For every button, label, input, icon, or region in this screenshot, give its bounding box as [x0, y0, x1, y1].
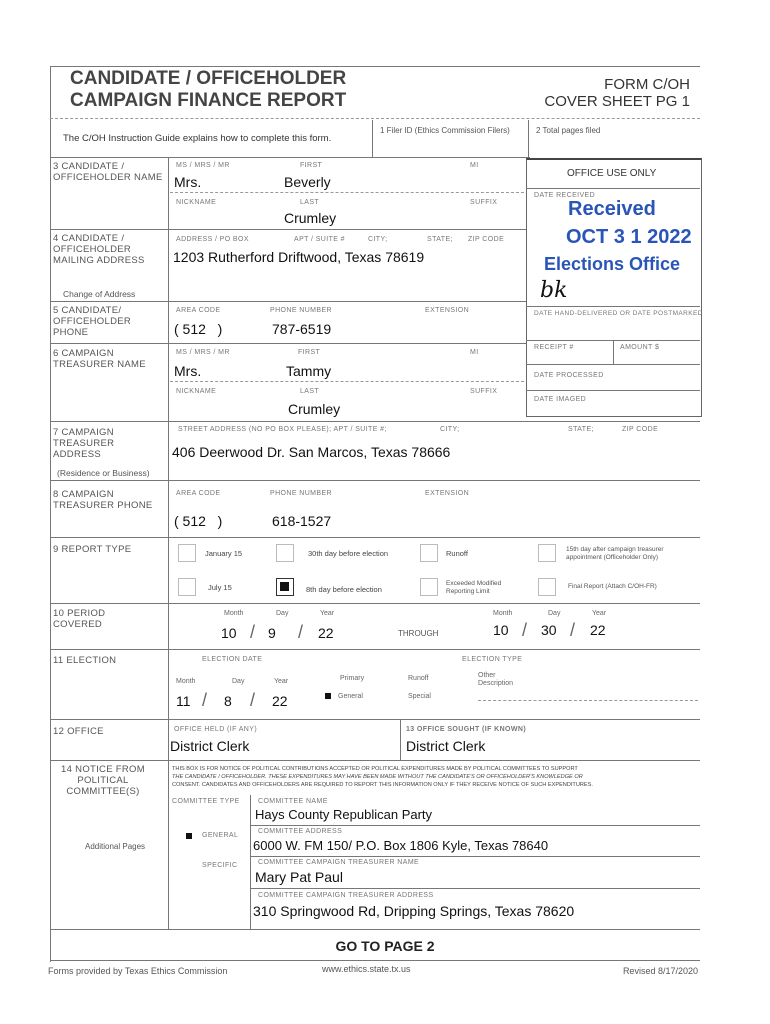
footer-provided: Forms provided by Texas Ethics Commission	[48, 966, 228, 976]
stamp-date: OCT 3 1 2022	[566, 226, 692, 248]
section-9-label: 9 REPORT TYPE	[53, 544, 132, 555]
treasurer-suffix-label: SUFFIX	[470, 388, 498, 395]
section-4-label: 4 CANDIDATE / OFFICEHOLDER MAILING ADDRESS	[53, 233, 145, 266]
treasurer-prefix[interactable]: Mrs.	[174, 363, 202, 379]
treasurer-address[interactable]: 406 Deerwood Dr. San Marcos, Texas 78666	[172, 444, 451, 460]
instructions-text: The C/OH Instruction Guide explains how to complete this form.	[63, 133, 332, 144]
candidate-area-code[interactable]: ( 512 )	[174, 321, 223, 337]
committee-address-label: COMMITTEE ADDRESS	[258, 828, 343, 835]
slash-1: /	[250, 622, 256, 642]
committee-general-mark	[186, 833, 192, 839]
additional-pages-label: Additional Pages	[85, 842, 146, 851]
section-10-label: 10 PERIOD COVERED	[53, 608, 106, 630]
amount-label: AMOUNT $	[620, 344, 660, 351]
period-start-year[interactable]: 22	[318, 625, 334, 641]
treasurer-phone-label: PHONE NUMBER	[270, 490, 332, 497]
jan15-label: January 15	[205, 549, 243, 558]
election-year[interactable]: 22	[272, 693, 288, 709]
treasurer-zip-label: ZIP CODE	[622, 426, 659, 433]
treasurer-mi-label: MI	[470, 349, 479, 356]
stamp-received: Received	[568, 198, 656, 220]
receipt-label: RECEIPT #	[534, 344, 574, 351]
section-11-label: 11 ELECTION	[53, 655, 117, 666]
date-received-label: DATE RECEIVED	[534, 192, 596, 199]
title-line-2: CAMPAIGN FINANCE REPORT	[70, 90, 347, 111]
committee-treasurer-label: COMMITTEE CAMPAIGN TREASURER NAME	[258, 859, 420, 866]
committee-specific-label: SPECIFIC	[202, 862, 238, 869]
day8-label: 8th day before election	[306, 585, 382, 594]
notice-line-1: THIS BOX IS FOR NOTICE OF POLITICAL CONTRIBUTIONS ACCEPTED OR POLITICAL EXPENDITURES MADE BY POLITICAL COMMITTEES TO SUPPORT	[172, 766, 578, 772]
treasurer-nickname-label: NICKNAME	[176, 388, 217, 395]
period-day-label-2: Day	[548, 610, 561, 617]
section-5-label: 5 CANDIDATE/ OFFICEHOLDER PHONE	[53, 305, 132, 338]
total-pages-label: 2 Total pages filed	[536, 126, 601, 135]
committee-general-label: GENERAL	[202, 832, 239, 839]
office-use-title: OFFICE USE ONLY	[567, 168, 657, 179]
date-imaged-label: DATE IMAGED	[534, 396, 587, 403]
last-label: LAST	[300, 199, 320, 206]
office-held[interactable]: District Clerk	[170, 738, 250, 754]
section-12-label: 12 OFFICE	[53, 726, 104, 737]
ext-label: EXTENSION	[425, 307, 470, 314]
candidate-first[interactable]: Beverly	[284, 174, 331, 190]
period-month-label-2: Month	[493, 610, 513, 617]
treasurer-last[interactable]: Crumley	[288, 401, 341, 417]
exceeded-label: Exceeded Modified Reporting Limit	[446, 580, 502, 595]
period-start-day[interactable]: 9	[268, 625, 276, 641]
residence-note: (Residence or Business)	[57, 468, 150, 478]
section-8-label: 8 CAMPAIGN TREASURER PHONE	[53, 489, 153, 511]
election-type-label: ELECTION TYPE	[462, 656, 523, 663]
nickname-label: NICKNAME	[176, 199, 217, 206]
cover-sheet-label: COVER SHEET PG 1	[544, 93, 690, 110]
election-date-label: ELECTION DATE	[202, 656, 263, 663]
mi-label: MI	[470, 162, 479, 169]
jul15-label: July 15	[208, 583, 232, 592]
city-label: CITY;	[368, 236, 388, 243]
change-of-address[interactable]: Change of Address	[63, 289, 136, 299]
committee-type-label: COMMITTEE TYPE	[172, 798, 240, 805]
committee-treasurer-address[interactable]: 310 Springwood Rd, Dripping Springs, Texas 78620	[253, 903, 575, 919]
section-3-label: 3 CANDIDATE / OFFICEHOLDER NAME	[53, 161, 163, 183]
election-runoff-label: Runoff	[408, 675, 429, 682]
period-end-year[interactable]: 22	[590, 622, 606, 638]
election-day[interactable]: 8	[224, 693, 232, 709]
committee-treasurer-address-label: COMMITTEE CAMPAIGN TREASURER ADDRESS	[258, 892, 434, 899]
candidate-prefix[interactable]: Mrs.	[174, 174, 202, 190]
phone-label: PHONE NUMBER	[270, 307, 332, 314]
section-6-label: 6 CAMPAIGN TREASURER NAME	[53, 348, 146, 370]
received-stamp	[568, 198, 656, 221]
hand-delivered-label: DATE HAND-DELIVERED OR DATE POSTMARKED	[534, 310, 703, 317]
treasurer-first-label: FIRST	[298, 349, 321, 356]
office-held-label: OFFICE HELD (IF ANY)	[174, 726, 258, 733]
slash-5: /	[202, 690, 208, 710]
committee-address[interactable]: 6000 W. FM 150/ P.O. Box 1806 Kyle, Texas 78640	[253, 838, 549, 853]
treasurer-phone[interactable]: 618-1527	[272, 513, 332, 529]
footer-revised: Revised 8/17/2020	[622, 966, 698, 976]
footer-url[interactable]: www.ethics.state.tx.us	[322, 964, 411, 974]
period-end-day[interactable]: 30	[541, 622, 557, 638]
election-year-label: Year	[274, 678, 289, 685]
through-label: THROUGH	[398, 629, 439, 638]
suffix-label: SUFFIX	[470, 199, 498, 206]
slash-6: /	[250, 690, 256, 710]
slash-4: /	[570, 620, 576, 640]
candidate-address[interactable]: 1203 Rutherford Driftwood, Texas 78619	[173, 249, 425, 265]
apt-label: APT / SUITE #	[294, 236, 345, 243]
runoff-report-label: Runoff	[446, 549, 468, 558]
treasurer-area-label: AREA CODE	[176, 490, 221, 497]
form-id: FORM C/OH	[604, 76, 690, 93]
checkbox-runoff[interactable]	[420, 544, 438, 562]
prefix-label: MS / MRS / MR	[176, 162, 230, 169]
day30-label: 30th day before election	[308, 549, 389, 558]
state-label: STATE;	[427, 236, 453, 243]
checkbox-jul15[interactable]	[178, 578, 196, 596]
general-election-mark	[325, 693, 331, 699]
date-processed-label: DATE PROCESSED	[534, 372, 604, 379]
section-14-label: 14 NOTICE FROM POLITICAL COMMITTEE(S)	[61, 764, 145, 797]
section-7-label: 7 CAMPAIGN TREASURER ADDRESS	[53, 427, 115, 460]
final-report-label: Final Report (Attach C/OH-FR)	[568, 583, 657, 590]
general-label: General	[338, 693, 363, 700]
checkbox-15th[interactable]	[538, 544, 556, 562]
candidate-last[interactable]: Crumley	[284, 210, 337, 226]
election-month-label: Month	[176, 678, 196, 685]
treasurer-ext-label: EXTENSION	[425, 490, 470, 497]
period-day-label-1: Day	[276, 610, 289, 617]
election-day-label: Day	[232, 678, 245, 685]
zip-label: ZIP CODE	[468, 236, 505, 243]
slash-3: /	[522, 620, 528, 640]
primary-label: Primary	[340, 675, 365, 682]
checkbox-30th[interactable]	[276, 544, 294, 562]
street-label: STREET ADDRESS (NO PO BOX PLEASE); APT / SUITE #;	[178, 426, 387, 433]
treasurer-last-label: LAST	[300, 388, 320, 395]
treasurer-first[interactable]: Tammy	[286, 363, 332, 379]
address-label: ADDRESS / PO BOX	[176, 236, 249, 243]
committee-name[interactable]: Hays County Republican Party	[255, 807, 433, 822]
other-description-label: Other Description	[478, 672, 514, 687]
filer-id-label: 1 Filer ID (Ethics Commission Filers)	[380, 126, 510, 135]
treasurer-prefix-label: MS / MRS / MR	[176, 349, 230, 356]
checkbox-8th-mark	[280, 582, 289, 591]
office-sought[interactable]: District Clerk	[406, 738, 486, 754]
day15-label: 15th day after campaign treasurer appointment (Officeholder Only)	[566, 546, 664, 561]
period-start-month[interactable]: 10	[221, 625, 237, 641]
form-title	[70, 68, 346, 112]
treasurer-city-label: CITY;	[440, 426, 460, 433]
period-year-label-2: Year	[592, 610, 607, 617]
notice-text	[172, 765, 593, 789]
checkbox-final[interactable]	[538, 578, 556, 596]
area-code-label: AREA CODE	[176, 307, 221, 314]
period-year-label-1: Year	[320, 610, 335, 617]
checkbox-jan15[interactable]	[178, 544, 196, 562]
stamp-initials: bk	[540, 278, 568, 303]
committee-treasurer[interactable]: Mary Pat Paul	[255, 869, 343, 885]
checkbox-exceeded[interactable]	[420, 578, 438, 596]
treasurer-state-label: STATE;	[568, 426, 594, 433]
title-line-1: CANDIDATE / OFFICEHOLDER	[70, 68, 347, 89]
committee-name-label: COMMITTEE NAME	[258, 798, 328, 805]
first-label: FIRST	[300, 162, 323, 169]
election-month[interactable]: 11	[176, 693, 191, 709]
stamp-office: Elections Office	[544, 254, 681, 274]
notice-line-3: CONSENT. CANDIDATES AND OFFICEHOLDERS ARE REQUIRED TO REPORT THIS INFORMATION ONLY IF THEY RECEIVE NOTICE OF SUCH EXPENDITURES.	[172, 782, 593, 788]
period-end-month[interactable]: 10	[493, 622, 509, 638]
treasurer-area-code[interactable]: ( 512 )	[174, 513, 223, 529]
notice-line-2: THE CANDIDATE / OFFICEHOLDER. THESE EXPENDITURES MAY HAVE BEEN MADE WITHOUT THE CANDIDATE'S OR OFFICEHOLDER'S KNOWLEDGE OR	[172, 774, 583, 780]
special-label: Special	[408, 693, 431, 700]
period-month-label-1: Month	[224, 610, 244, 617]
go-to-page-2: GO TO PAGE 2	[335, 938, 435, 954]
office-sought-label: 13 OFFICE SOUGHT (IF KNOWN)	[406, 726, 527, 733]
slash-2: /	[298, 622, 304, 642]
candidate-phone[interactable]: 787-6519	[272, 321, 332, 337]
